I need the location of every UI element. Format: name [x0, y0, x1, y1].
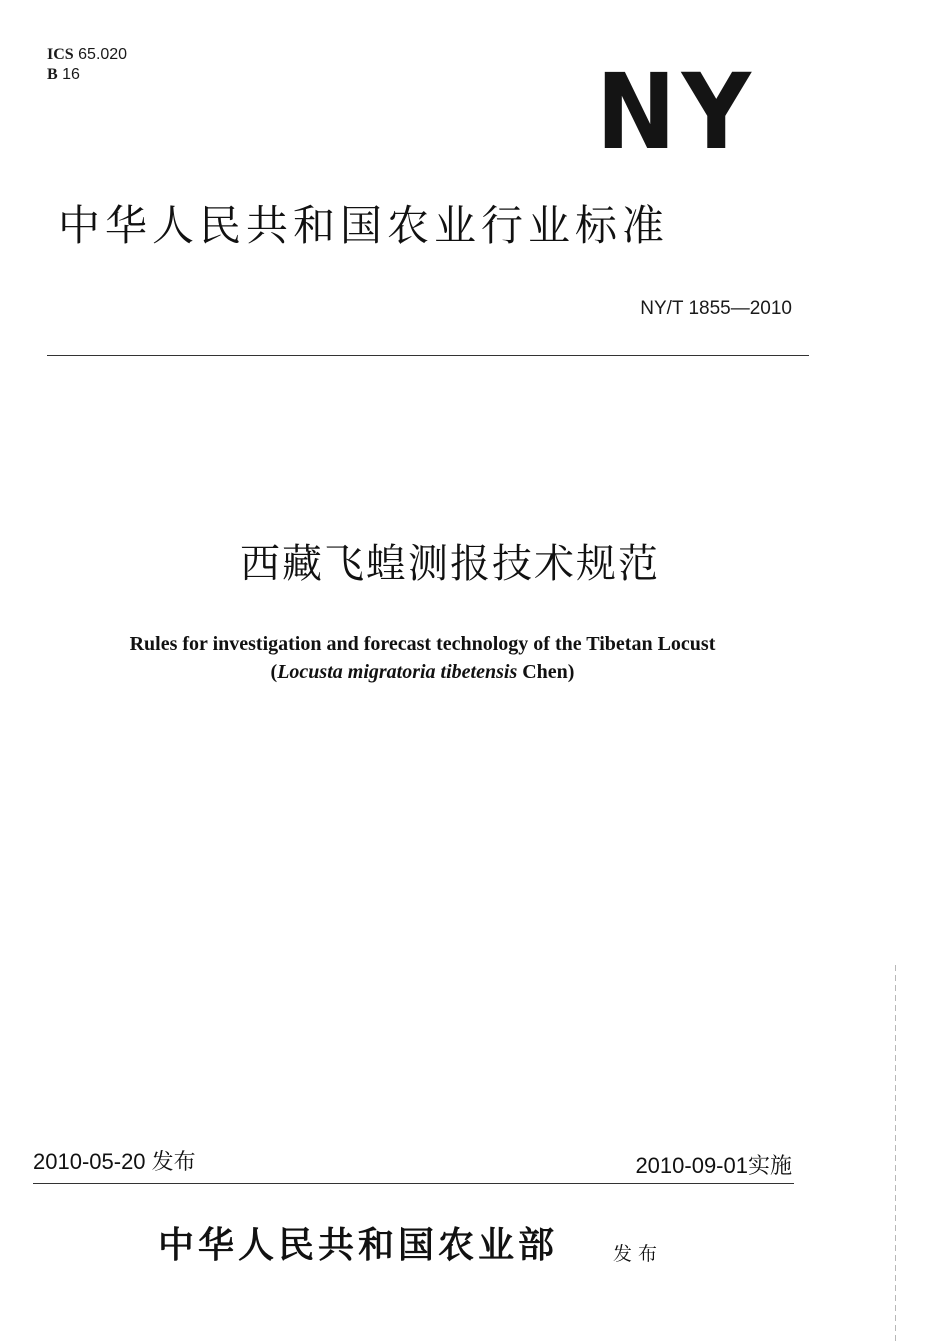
implement-label: 实施: [747, 1153, 792, 1178]
implement-date-line: [635, 1152, 792, 1180]
species-author: Chen): [517, 661, 575, 683]
scan-edge-line: [895, 965, 896, 1342]
publisher-suffix: 发布: [613, 1243, 664, 1265]
open-paren: (: [270, 661, 278, 683]
implement-date: 2010-09-01: [635, 1153, 748, 1178]
document-title-en-line1: Rules for investigation and forecast technology of the Tibetan Locust: [129, 633, 716, 655]
ccs-prefix: B: [47, 66, 58, 83]
publisher-name: 中华人民共和国农业部: [158, 1224, 559, 1266]
ccs-code-line: [47, 66, 80, 84]
header-divider: [47, 355, 809, 356]
species-name: Locusta migratoria tibetensis: [277, 661, 518, 683]
ics-prefix: ICS: [47, 46, 74, 63]
standard-number: NY/T 1855—2010: [640, 298, 792, 319]
document-title-en-line2: [0, 658, 845, 686]
org-title: 中华人民共和国农业行业标准: [58, 201, 670, 250]
document-title-cn-text: 西藏飞蝗测报技术规范: [240, 541, 660, 587]
ics-code: 65.020: [78, 46, 128, 63]
issue-label: 发布: [151, 1149, 196, 1174]
ny-logo: NY: [596, 51, 757, 173]
document-title-en: [0, 630, 845, 686]
issue-date-line: [33, 1148, 196, 1176]
document-title-cn: [0, 538, 950, 590]
ccs-code: 16: [62, 66, 80, 83]
ics-code-line: [47, 46, 127, 64]
issue-date: 2010-05-20: [33, 1149, 146, 1174]
footer-divider: [33, 1183, 794, 1184]
